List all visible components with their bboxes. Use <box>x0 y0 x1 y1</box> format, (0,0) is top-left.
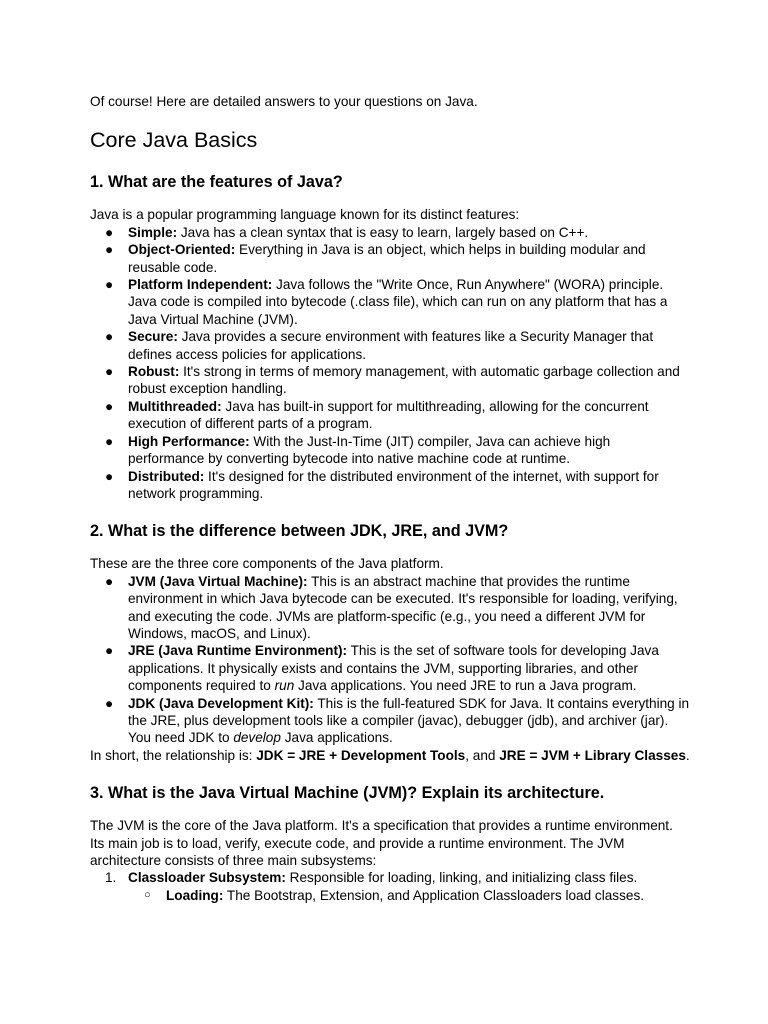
summary-suffix: . <box>685 747 690 763</box>
item-text: Java follows the "Write Once, Run Anywhere" (WORA) principle. Java code is compiled into bytecode (.class file), which can run on any platform that has a Java Virtual Machine (JVM). <box>128 277 668 327</box>
summary-equation-2: JRE = JVM + Library Classes <box>499 747 686 763</box>
item-emphasis: run <box>274 678 295 694</box>
bullet-icon: ● <box>105 468 114 484</box>
document-body <box>90 93 690 904</box>
list-item <box>90 398 690 433</box>
list-item <box>90 869 690 886</box>
bullet-icon: ● <box>105 242 114 258</box>
bullet-icon: ● <box>105 398 114 414</box>
item-text: Java has built-in support for multithreading, allowing for the concurrent execution of different parts of a program. <box>128 398 649 432</box>
q2-components-list <box>90 573 690 747</box>
list-item <box>90 224 690 241</box>
item-text: This is the set of software tools for developing Java applications. It physically exists and contains the JVM, supporting libraries, and other components required to <box>128 643 659 694</box>
list-item-jvm <box>90 573 690 643</box>
q2-heading: 2. What is the difference between JDK, JRE, and JVM? <box>90 522 509 541</box>
bullet-icon: ● <box>105 695 114 711</box>
list-item <box>90 241 690 276</box>
item-text: This is the full-featured SDK for Java. It contains everything in the JRE, plus development tools like a compiler (javac), debugger (jdb), and archiver (jar). You need JDK to <box>128 695 690 746</box>
item-text: Everything in Java is an object, which helps in building modular and reusable code. <box>128 242 646 275</box>
item-text: It's strong in terms of memory management, with automatic garbage collection and robust exception handling. <box>128 364 680 397</box>
list-item <box>90 468 690 503</box>
page-title: Core Java Basics <box>90 128 258 153</box>
item-term: JDK (Java Development Kit): <box>128 695 314 711</box>
bullet-icon: ● <box>105 573 114 589</box>
item-term: Robust: <box>128 364 180 380</box>
item-text: The Bootstrap, Extension, and Application Classloaders load classes. <box>223 887 645 903</box>
list-item <box>90 328 690 363</box>
intro-text: Of course! Here are detailed answers to your questions on Java. <box>90 94 478 109</box>
bullet-icon: ● <box>105 277 114 293</box>
bullet-icon: ● <box>105 224 114 240</box>
item-text: Responsible for loading, linking, and initializing class files. <box>285 870 638 886</box>
q3-subsystems-list <box>90 869 690 904</box>
item-term: Simple: <box>128 224 178 240</box>
item-term: JRE (Java Runtime Environment): <box>128 643 348 659</box>
item-text: Java applications. <box>280 730 393 746</box>
item-text: This is an abstract machine that provides the runtime environment in which Java bytecode can be executed. It's responsible for loading, verifying, and executing the code. JVMs are platform-specific (e.g., you need a different JVM for Windows, macOS, and Linux). <box>128 573 678 641</box>
list-item-jdk <box>90 695 690 747</box>
bullet-icon: ● <box>105 364 114 380</box>
item-term: Platform Independent: <box>128 277 273 293</box>
q3-lead: The JVM is the core of the Java platform. It's a specification that provides a runtime environment. Its main job is to load, verify, execute code, and provide a runtime environment. The JVM architecture consists of three main subsystems: <box>90 818 673 868</box>
q3-heading: 3. What is the Java Virtual Machine (JVM)? Explain its architecture. <box>90 784 605 803</box>
list-item-jre <box>90 642 690 694</box>
list-item <box>90 433 690 468</box>
summary-equation-1: JDK = JRE + Development Tools <box>256 747 466 763</box>
q1-features-list <box>90 224 690 503</box>
circle-bullet-icon: ○ <box>144 888 151 901</box>
item-term: High Performance: <box>128 433 250 449</box>
item-text: It's designed for the distributed environment of the internet, with support for network programming. <box>128 468 659 501</box>
item-emphasis: develop <box>233 730 281 746</box>
item-term: Distributed: <box>128 468 205 484</box>
bullet-icon: ● <box>105 329 114 345</box>
item-text: Java applications. You need JRE to run a Java program. <box>294 678 637 694</box>
summary-mid: , and <box>465 747 500 763</box>
bullet-icon: ● <box>105 433 114 449</box>
q1-lead: Java is a popular programming language known for its distinct features: <box>90 207 520 223</box>
q2-lead: These are the three core components of the Java platform. <box>90 556 444 572</box>
list-item <box>90 363 690 398</box>
item-text: With the Just-In-Time (JIT) compiler, Java can achieve high performance by converting bytecode into native machine code at runtime. <box>128 433 611 467</box>
item-text: Java provides a secure environment with features like a Security Manager that defines access policies for applications. <box>128 329 654 362</box>
q1-heading: 1. What are the features of Java? <box>90 173 343 192</box>
sub-list-item <box>90 887 690 904</box>
item-term: Object-Oriented: <box>128 242 236 258</box>
item-text: Java has a clean syntax that is easy to learn, largely based on C++. <box>177 224 589 240</box>
list-item <box>90 276 690 328</box>
item-term: Loading: <box>166 887 224 903</box>
item-term: JVM (Java Virtual Machine): <box>128 573 308 589</box>
item-term: Secure: <box>128 329 178 345</box>
bullet-icon: ● <box>105 643 114 659</box>
item-number: 1. <box>105 870 117 886</box>
summary-prefix: In short, the relationship is: <box>90 747 257 763</box>
q2-summary <box>90 747 690 764</box>
item-term: Classloader Subsystem: <box>128 870 286 886</box>
item-term: Multithreaded: <box>128 398 222 414</box>
